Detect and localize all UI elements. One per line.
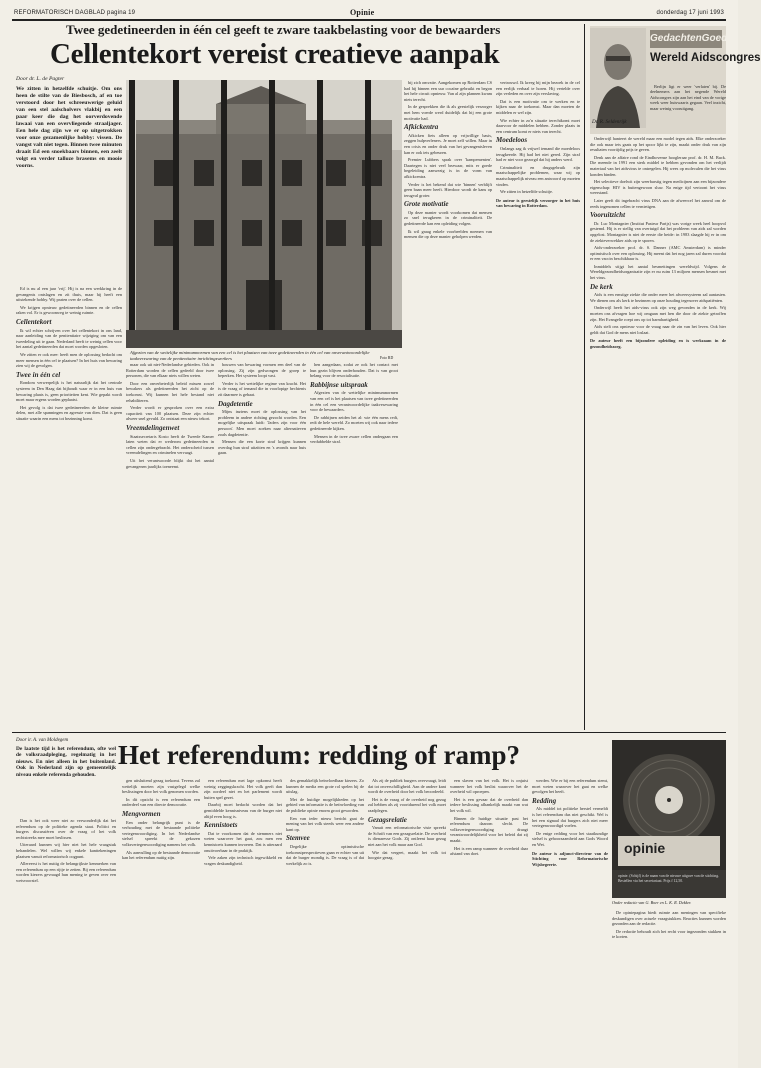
subhead-stemvee: Stemvee	[286, 834, 310, 843]
subhead-moedeloos: Moedeloos	[496, 136, 528, 145]
photo-credit: Foto RD	[380, 356, 394, 360]
issue-date: donderdag 17 juni 1993	[656, 10, 724, 16]
prison-photo	[126, 80, 402, 348]
article2-column-7: werden. Wie er bij een referendum stemt, moet weten waarover het gaat en welke gevolgen het heeft. Redding Als middel tot politieke herstel vermeldt is het referendum dus niet geschikt. Wel is het een signaal dat burgers zich niet meer vertegenwoordigd voelen. De enige redding voor het staatkundige stelsel is gehoorzaamheid aan Gods Woord en Wet. De auteur is adjunct-directeur van de Stichting voor Reformatorische Wijsbegeerte.	[532, 778, 608, 867]
article1-column-1: Ed is nu al een jaar 'vrij'. Hij is na een werkkring in de gevangenis ontslagen en zit thuis, maar hij heeft een uitstekende hobby. Wij praten over de cellen. We krijgen opnieuw gedetineerden binnen en de cellen raken vol. Er is gewoonweg te weinig ruimte. Cellentekort Ik wil echter schrijven over het cellentekort in ons land, naar aanleiding van de penitentiaire wijziging om van een tweedeling uit te gaan. Nederland heeft te weinig cellen voor het aantal gedetineerden dat moet worden opgesloten. We zitten er ook mee: heeft men de oplossing bedacht om meer mensen in één cel te plaatsen? In het huis van bewaring zien wij de gevolgen. Twee in één cel Rondom verwerpelijk is het natuurlijk dat het centrale systeem in Den Haag dat bijhoudt waar er in een huis van bewaring plaats is, geen prioriteiten kent. Wie gepakt wordt moet maar ergens worden geplaatst. Het gevolg is dat twee gedetineerden de kleine ruimte delen, met alle spanningen en agressie van dien. Dat is geen situatie waarin een mens tot bezinning komt.	[16, 286, 122, 421]
paper-name: REFORMATORISCH DAGBLAD pagina 19	[14, 10, 136, 16]
subhead-redding: Redding	[532, 796, 557, 805]
author-caption: Dr. R. Seldenrijk	[592, 119, 627, 125]
opinie-ad-caption: Onder redactie van G. Boer en L. K. R. Dekker.	[612, 900, 692, 905]
article2-column-2: gen uitsluitend gezag toekomt. Tevens zal wettelijk moeten zijn vastgelegd welke beslissingen door het volk genomen worden. In dit opzicht is een referendum een onderdeel van een directe democratie. Mengvormen Een onder belangrijk punt is de verhouding met de bestaande politieke vertegenwoordiging. In het Nederlandse stelsel spreekt de gekozen volksvertegenwoordiging namens het volk. Als aanvulling op de bestaande democratie kan het referendum nuttig zijn.	[122, 778, 200, 861]
subhead-gezagsrelatie: Gezagsrelatie	[368, 815, 407, 824]
article2-column-3: een referendum met lage opkomst heeft weinig zeggingskracht. Het volk geeft dan zijn oordeel niet en het parlement wordt buiten spel gezet. Daarbij moet bedacht worden dat het gemiddelde kennisniveau van de burger niet altijd even hoog is. Kennistoets Dat te voorkomen dat de stemmers niet weten waarover het gaat, zou men een kennistoets kunnen invoeren. Dat is uiteraard onuitvoerbaar in de praktijk. Vele zaken zijn technisch ingewikkeld en vragen deskundigheid.	[204, 778, 282, 866]
article2-column-4: des gemakkelijk beïnvloedbaar kiezers. Zo kunnen de media een grote rol spelen bij de uitslag. Met de huidige mogelijkheden op het gebied van informatie is de beïnvloeding van de publieke opinie enorm groot geworden. Een van ieder nieuw bericht gaat de mening van het volk steeds weer een andere kant op. Stemvee Degelijke optimistische toekomstperspectieven gaan er echter van uit dat de burger mondig is. De vraag is of dat werkelijk zo is.	[286, 778, 364, 866]
article1-intro-block	[16, 76, 122, 286]
section-title: Opinie	[350, 8, 375, 17]
sidebar-footnote: De auteur heeft een bijzondere opleiding en is werkzaam in de gezondheidszorg.	[590, 338, 726, 349]
article2-intro-block	[16, 738, 116, 778]
opinie-ad-text: opinie. (Schijf) is de naam van de nieuwe uitgave van de stichting. Bestellen via het secretariaat. Prijs f 12,50.	[618, 874, 720, 883]
sidebar-subhead-vooruitzicht: Vooruitzicht	[590, 211, 626, 220]
article-divider	[12, 732, 726, 733]
sidebar-title: Wereld Aidscongres	[650, 52, 761, 64]
subhead-grote-motivatie: Grote motivatie	[404, 200, 449, 209]
article2-footnote: De auteur is adjunct-directeur van de Stichting voor Reformatorische Wijsbegeerte.	[532, 850, 608, 867]
subhead-rabbijnse-uitspraak: Rabbijnse uitspraak	[310, 380, 368, 389]
subhead-twee-in-een-cel: Twee in één cel	[16, 370, 61, 379]
subhead-cellentekort: Cellentekort	[16, 317, 52, 326]
subhead-dagdetentie: Dagdetentie	[218, 399, 253, 408]
subhead-afkickentra: Afkickentra	[404, 123, 439, 132]
article1-kicker: Twee gedetineerden in één cel geeft te zware taakbelasting voor de bewaarders	[66, 22, 501, 37]
article2-intro: De laatste tijd is het referendum, ofte wel de volksraadpleging, regelmatig in het nieuws. En niet alleen in het buitenland. Ook in Nederland zijn op gemeentelijk niveau enkele referenda gehouden.	[16, 746, 116, 778]
article1-footnote: De auteur is geestelijk verzorger in het huis van bewaring in Rotterdam.	[496, 197, 580, 209]
article1-headline: Cellentekort vereist creatieve aanpak	[50, 38, 500, 70]
gedachtengoed-label: GedachtenGoed	[650, 33, 728, 44]
opinie-ad-title: opinie	[624, 840, 666, 856]
gedachtengoed-badge	[650, 30, 728, 48]
sidebar-divider	[584, 24, 585, 730]
sidebar-subhead-de-kerk: De kerk	[590, 282, 613, 291]
article1-column-4: hen aangedaan, zodat ze ook het contact met hun gezin blijven onderhouden. Dat is van groot belang voor de resocialisatie. Rabbijnse uitspraak Afgezien van de wettelijke minimumnormen van een cel is het plaatsen van twee gedetineerden in één cel een verantwoordelijke taakverzwaring voor de bewaarders. De rabbijnen zeiden het al: wie één mens redt, redt de hele wereld. Zo moeten wij ook naar iedere gedetineerde kijken. Mensen in de twee zware cellen ondergaan een verdubbelde straf.	[310, 362, 398, 445]
article2-headline: Het referendum: redding of ramp?	[118, 740, 520, 770]
article2-column-6: een slaven van het volk. Het is onjuist wanneer het volk beslist waarover het de overheid wil oproepen. Het is een gevaar dat de overheid dan iedere beslissing afhankelijk maakt van wat het volk wil. Binnen de huidige situatie past het referendum daarom slecht. De volksvertegenwoordiging draagt verantwoordelijkheid voor het beleid dat zij maakt. Het is een ramp wanneer de overheid daar afstand van doet.	[450, 778, 528, 857]
article2-byline: Door ir. A. van Moldegem	[16, 738, 69, 743]
article1-byline: Door dr. L. de Pagter	[16, 76, 65, 82]
header-rule	[12, 19, 726, 21]
article1-column-2: maar ook uit niet-Nederlandse gebieden. Ook in Rotterdam worden de cellen gedeeld door twee personen, die van elkaar niets willen weten. Door een onverbeterlijk beleid missen zowel bewakers als gedetineerden het zicht op de toekomst. Wij kunnen het hele bestand niet rehabiliteren. Verder wordt er gesproken over een extra capaciteit van 100 plaatsen. Deze zijn echter alweer snel gevuld. Zo ontstaat een nieuw tekort. Vreemdelingenwet Staatssecretaris Kosto heeft de Tweede Kamer laten weten dat er wederom gedetineerden in cellen zijn ondergebracht. Het onderscheid tussen vreemdelingen en criminelen vervaagt. Uit het verantwoorde blijkt dat het aantal gevangenen jaarlijks toeneemt.	[126, 362, 214, 469]
author-portrait	[590, 28, 646, 128]
subhead-kennistoets: Kennistoets	[204, 821, 238, 830]
article1-intro: We zitten in hetzelfde schuitje. Om ons heen de stilte van de Biesbosch, af en toe verstoord door het schreeuwerige geluid van een stel aalscholvers vlakbij en een paar keer die dag het oorverdovende lawaai van een overvliegende straaljager. Een hele dag zijn we er op uitgetrokken voor onze gezamenlijke hobby: vissen. De vangst valt niet tegen. Binnen twee minuten draait Ed een snoekbaars binnen, een zeelt volgt en verder talloze brasems en mooie voorns.	[16, 86, 122, 169]
subhead-vreemdelingenwet: Vreemdelingenwet	[126, 423, 180, 432]
article2-column-8: De opiniepagina biedt ruimte aan meningen van specifieke deskundigen over actuele vraagstukken. Reacties kunnen worden gezonden aan de redactie. De redactie behoudt zich het recht voor ingezonden stukken in te korten.	[612, 910, 726, 940]
article2-column-1: Dan is het ook weer niet zo verwonderlijk dat het referendum op de politieke agenda staat. Politici en burgers discussiëren over de vraag of het volk rechtstreeks mee moet beslissen. Uiteraard kunnen wij hier niet het hele vraagstuk behandelen. Wel willen wij enkele kanttekeningen plaatsen vanuit reformatorisch oogpunt. Allereerst is het nuttig de belangrijkste kenmerken van een referendum op een rijtje te zetten. Bij een referendum worden kiezers gevraagd hun mening te geven over een wetsvoorstel.	[16, 818, 116, 883]
prison-building-image	[126, 80, 402, 348]
subhead-mengvormen: Mengvormen	[122, 809, 161, 818]
sidebar-column: Onderwijl hanteert de wereld maar een model tegen aids. Elke onderzoeker die ook maar iets gaats op het spoor lijkt te zijn, maakt onder druk van zijn resultaten voortijdig prijs te geven. Denk aan de affaire rond de Eindhovense hoogleraar prof. dr. H. M. Buck. Die meende in 1991 een sterk middel te hebben gevonden om het verlijdt materiaal van het aidsvirus te ontregelen. Hij wees op moleculen die het virus konden binden. Het selectieve doelwit zijn weerbarstig tegen medicijnen aan een bijzondere eigenschap: HIV is buitengewoon sluw. Na enige tijd vertoont het virus weerstand. Later geeft dit ingebracht virus DNA aan de afweercel het aanval om de reeds ingenomen cellen te vernietigen. Vooruitzicht Dr. Luc Montagnier (Institut Pasteur Parijs) was vorige week heel hoopvol gestemd. Hij is er stellig van overtuigd dat het probleem van aids zal worden opgelost. Montagnier is niet de eerste die beide: in 1983 slaagde hij er in om de ziekteverwekker aids op te sporen. Aids-onderzoeker prof. dr. S. Danner (AMC Amsterdam) is minder optimistisch over een oplossing. Hij meent dat het nog jaren zal duren voordat er een vaccin beschikbaar is. Inmiddels stijgt het aantal besmettingen wereldwijd. Volgens de Wereldgezondheidsorganisatie zijn er nu ruim 13 miljoen mensen besmet met het virus. De kerk Aids is een ernstige ziekte die onder meer het afweersysteem zal aantasten. We dienen ons als kerk te bezinnen op onze houding tegenover aidspatiënten. Onderwijl heeft het aids-virus ook zijn weg gevonden in de kerk. Wij moeten ons afvragen hoe wij omgaan met hen die door de ziekte getroffen zijn. Het Evangelie roept ons op tot barmhartigheid. Aids stelt ons opnieuw voor de vraag naar de zin van het leven. Ook hier geldt dat God de mens niet loslaat. De auteur heeft een bijzondere opleiding en is werkzaam in de gezondheidszorg.	[590, 136, 726, 349]
article1-column-6: vertrouwd. Ik kreeg bij mijn bezoek in de cel een eerlijk verhaal te horen. Hij vertelde over zijn verleden en over zijn verslaving. Dat is een motivatie om te werken en te kijken naar de toekomst. Maar dan moeten de middelen er wel zijn. Wie echter in zo'n situatie terechtkomt moet daarvoor de middelen hebben. Zonder plaats in een centrum komt er niets van terecht. Moedeloos Onlangs zag ik vrijwel iemand die moedeloos terugkeerde. Hij had het niet gered. Zijn straf had er niet voor gezorgd dat hij anders werd. Criminaliteit en drugsgebruik zijn maatschappelijke problemen, waar wij op maatschappelijk niveau een antwoord op moeten vinden. We zitten in hetzelfde schuitje. De auteur is geestelijk verzorger in het huis van bewaring in Rotterdam.	[496, 80, 580, 209]
opinie-ad	[612, 740, 726, 898]
sidebar-intro-column: Berlijn ligt er weer 'verlaten' bij. De deelnemers aan het negende Wereld Aidscongres zijn aan het eind van de vorige week weer huiswaarts gegaan. Veel inzicht, maar weinig vooruitgang.	[650, 84, 726, 111]
photo-caption: Afgezien van de wettelijke minimumnormen van een cel is het plaatsen van twee gedetineerden in één cel van onverantwoordelijke taakverzwaring van de penitentiaire inrichtingswerkers	[130, 350, 370, 361]
article1-column-5: bij zich omvatte. Aangekomen op Rotterdam CS had hij binnen een uur cocaïne gebruikt en begon het hele circuit opnieuw. Van al zijn plannen kwam niets terecht. In de gesprekken die ik als geestelijk verzorger met hem voerde werd duidelijk dat hij een grote motivatie had. Afkickentra Afkicken fiets alleen op vrijwillige basis, zeggen hulpverleners. Je moet zelf willen. Maar in een crisis en onder druk van het gevangenisleven kan er ook iets gebeuren. Premier Lubbers sprak over 'kampementen'. Daartegen is niet veel bezwaar, mits er goede begeleiding aanwezig is in de vorm van afkickcentra. Verder is het bekend dat wie 'binnen' verblijft geen baan meer heeft. Hierdoor wordt de kans op terugval groter. Grote motivatie Op deze manier wordt voorkomen dat mensen zo snel terugkeren in de criminaliteit. De gedetineerde kan een opleiding volgen. Ik wil graag enkele voorbeelden noemen van mensen die op deze manier geholpen werden.	[404, 80, 492, 240]
article1-column-3: bouwen van bewaring vormen een deel van de oplossing. Zij zijn gedwongen de groep te beperken. Het systeem loopt vast. Verder is het wettelijke regime van kracht. Het is de vraag of iemand die in voorlopige hechtenis zit daarmee is gebaat. Dagdetentie Mijns inziens moet de oplossing van het probleem in andere richting gezocht worden. Een mogelijke uitspraak luidt: 'Jaders zijn voor één persoon'. Men moet zoeken naar alternatieven zoals dagdetentie. Mensen die een korte straf krijgen kunnen overdag hun straf uitzitten en 's avonds naar huis gaan.	[218, 362, 306, 456]
article2-column-5: Als zij de publiek burgers overvraagt, leidt dat tot onverschilligheid. Aan de andere kant wordt de overheid door het volk beoordeeld. Het is de vraag of de overheid nog gezag zal hebben als zij voortdurend het volk moet raadplegen. Gezagsrelatie Vanuit een reformatorische visie spreekt de Schrift van een gezagsrelatie. De overheid is dienaresse Gods. Zij ontleent haar gezag niet aan het volk maar aan God. Wie dat vergeet, maakt het volk tot hoogste gezag.	[368, 778, 446, 861]
